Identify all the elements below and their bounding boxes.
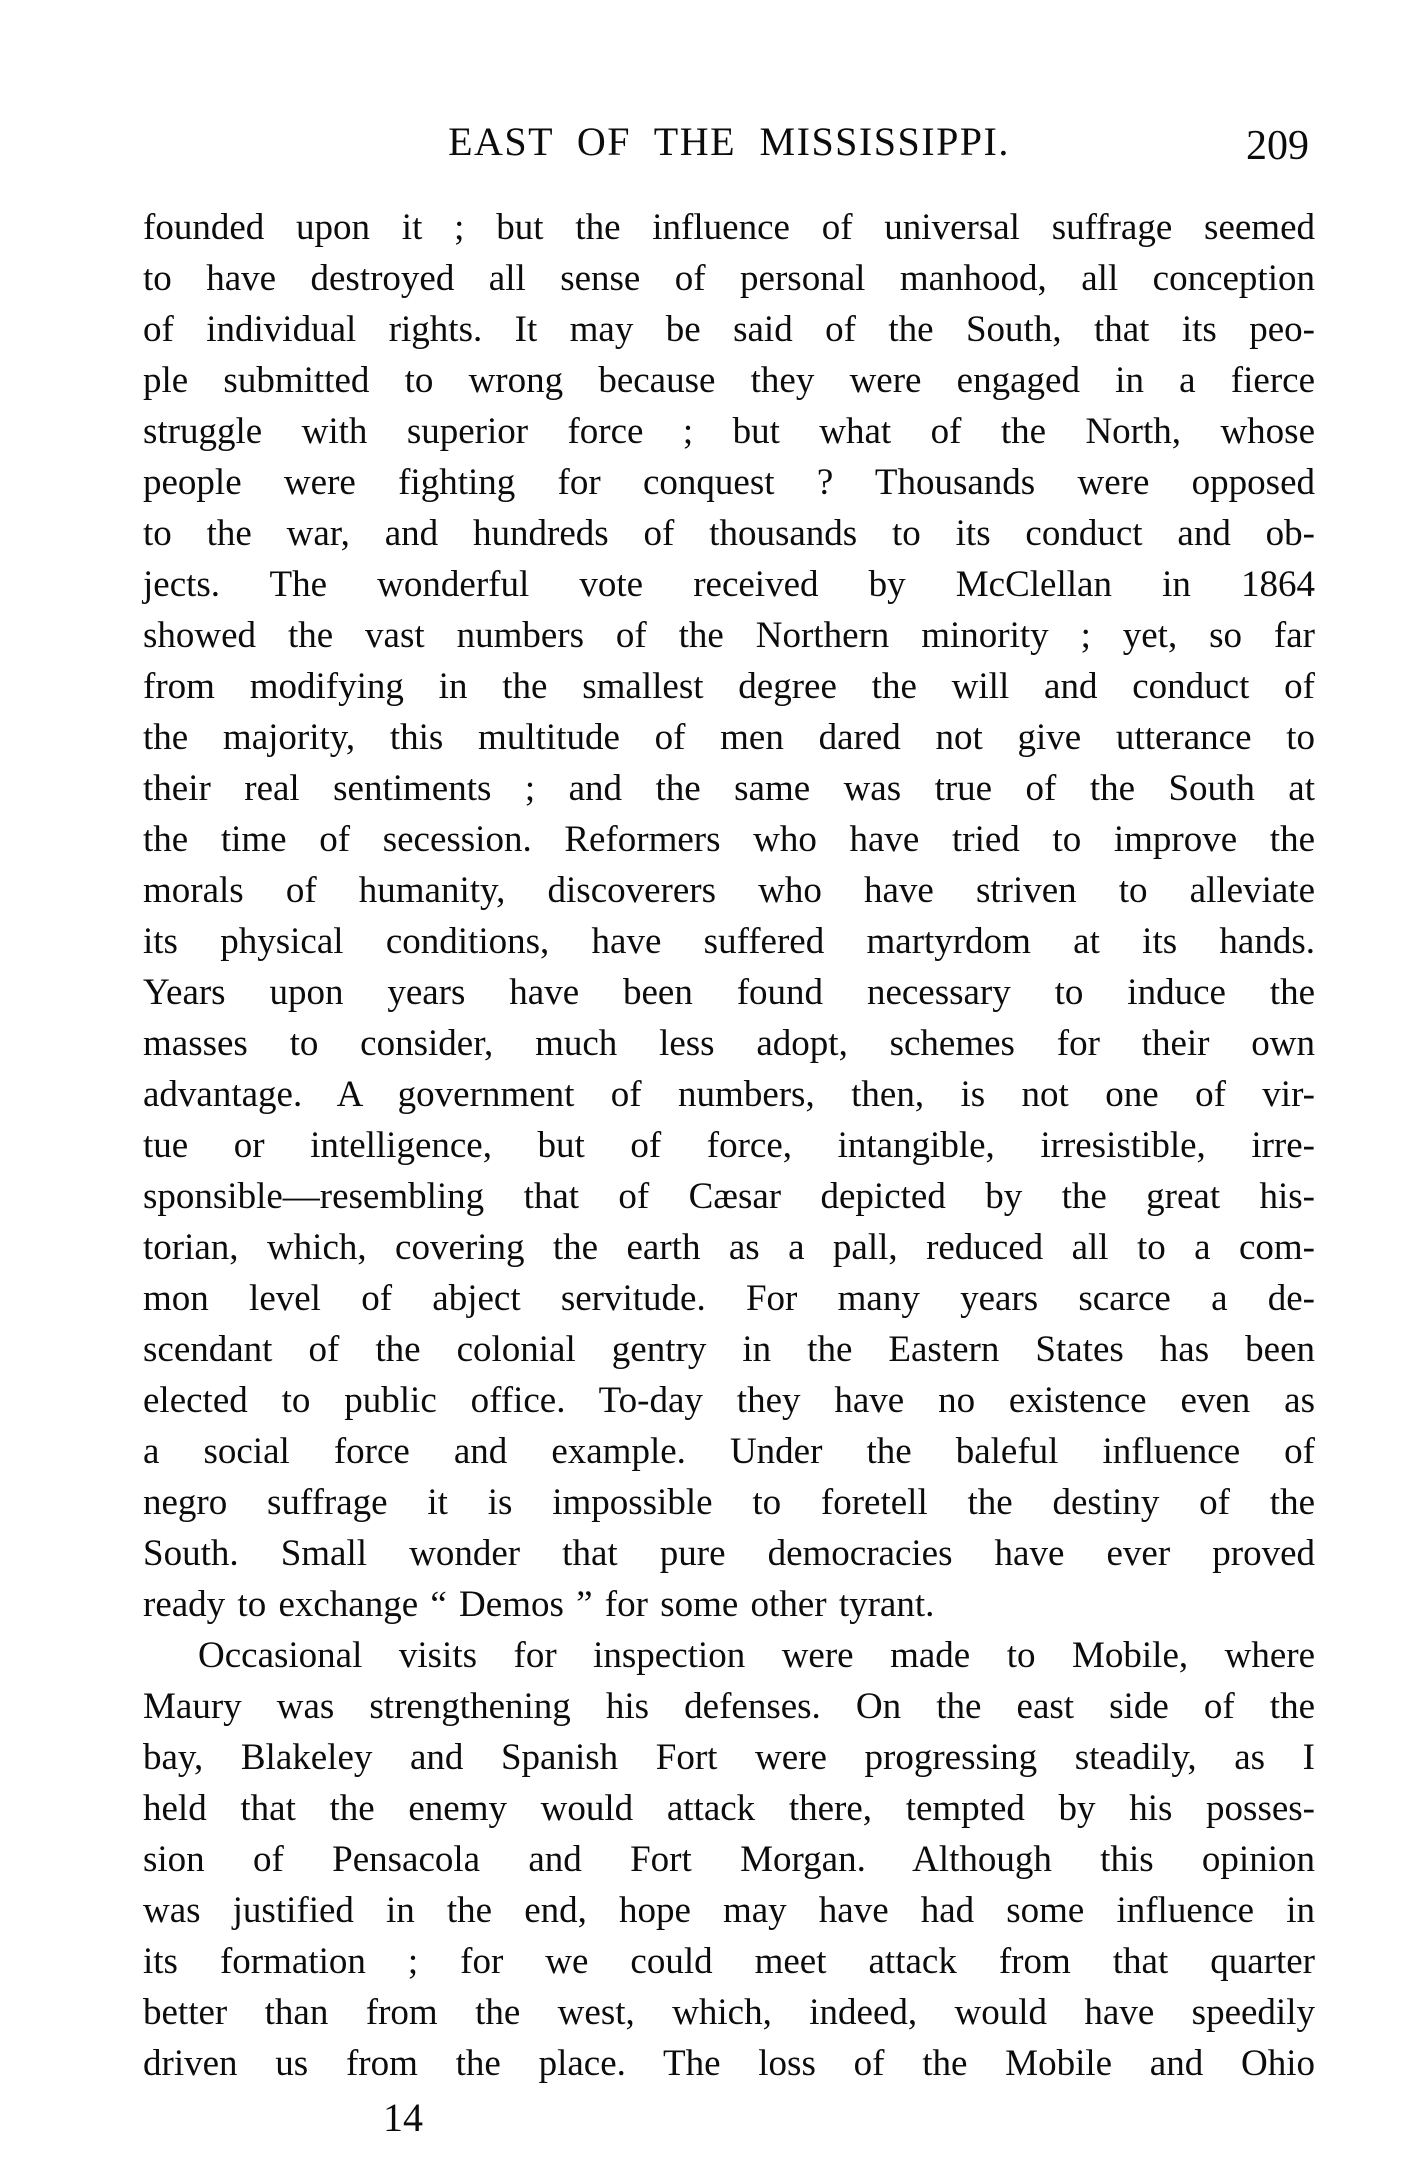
text-line: advantage. A government of numbers, then, is not one of vir- [143,1074,1315,1115]
page-number: 209 [1246,123,1309,169]
text-line: Maury was strengthening his defenses. On the east side of the [143,1686,1315,1727]
text-line: sion of Pensacola and Fort Morgan. Although this opinion [143,1839,1315,1880]
page-header [143,116,1315,168]
text-line: torian, which, covering the earth as a pall, reduced all to a com- [143,1227,1315,1268]
text-line: jects. The wonderful vote received by McClellan in 1864 [143,564,1315,605]
text-line: from modifying in the smallest degree the will and conduct of [143,666,1315,707]
text-line: a social force and example. Under the baleful influence of [143,1431,1315,1472]
text-line: was justified in the end, hope may have had some influence in [143,1890,1315,1931]
text-line: its physical conditions, have suffered martyrdom at its hands. [143,921,1315,962]
text-line: of individual rights. It may be said of the South, that its peo- [143,309,1315,350]
text-line: sponsible—resembling that of Cæsar depicted by the great his- [143,1176,1315,1217]
text-line: tue or intelligence, but of force, intangible, irresistible, irre- [143,1125,1315,1166]
text-line: people were fighting for conquest ? Thousands were opposed [143,462,1315,503]
text-line: ready to exchange “ Demos ” for some other tyrant. [143,1584,935,1625]
text-line: scendant of the colonial gentry in the Eastern States has been [143,1329,1315,1370]
text-line: its formation ; for we could meet attack from that quarter [143,1941,1315,1982]
text-line: the time of secession. Reformers who have tried to improve the [143,819,1315,860]
text-line: founded upon it ; but the influence of universal suffrage seemed [143,207,1315,248]
text-line: better than from the west, which, indeed, would have speedily [143,1992,1315,2033]
text-line: Occasional visits for inspection were made to Mobile, where [198,1635,1315,1676]
body-text [143,202,1315,2089]
text-line: showed the vast numbers of the Northern minority ; yet, so far [143,615,1315,656]
text-line: mon level of abject servitude. For many years scarce a de- [143,1278,1315,1319]
text-line: to have destroyed all sense of personal manhood, all conception [143,258,1315,299]
text-line: held that the enemy would attack there, tempted by his posses- [143,1788,1315,1829]
running-title: EAST OF THE MISSISSIPPI. [448,119,1010,164]
signature-mark: 14 [383,2095,423,2140]
text-line: bay, Blakeley and Spanish Fort were progressing steadily, as I [143,1737,1315,1778]
text-line: ple submitted to wrong because they were engaged in a fierce [143,360,1315,401]
text-line: struggle with superior force ; but what of the North, whose [143,411,1315,452]
text-line: driven us from the place. The loss of the Mobile and Ohio [143,2043,1315,2084]
text-line: their real sentiments ; and the same was true of the South at [143,768,1315,809]
text-line: elected to public office. To-day they have no existence even as [143,1380,1315,1421]
text-line: the majority, this multitude of men dared not give utterance to [143,717,1315,758]
text-line: masses to consider, much less adopt, schemes for their own [143,1023,1315,1064]
text-line: Years upon years have been found necessary to induce the [143,972,1315,1013]
text-line: South. Small wonder that pure democracies have ever proved [143,1533,1315,1574]
text-line: morals of humanity, discoverers who have striven to alleviate [143,870,1315,911]
text-line: negro suffrage it is impossible to foretell the destiny of the [143,1482,1315,1523]
text-line: to the war, and hundreds of thousands to its conduct and ob- [143,513,1315,554]
